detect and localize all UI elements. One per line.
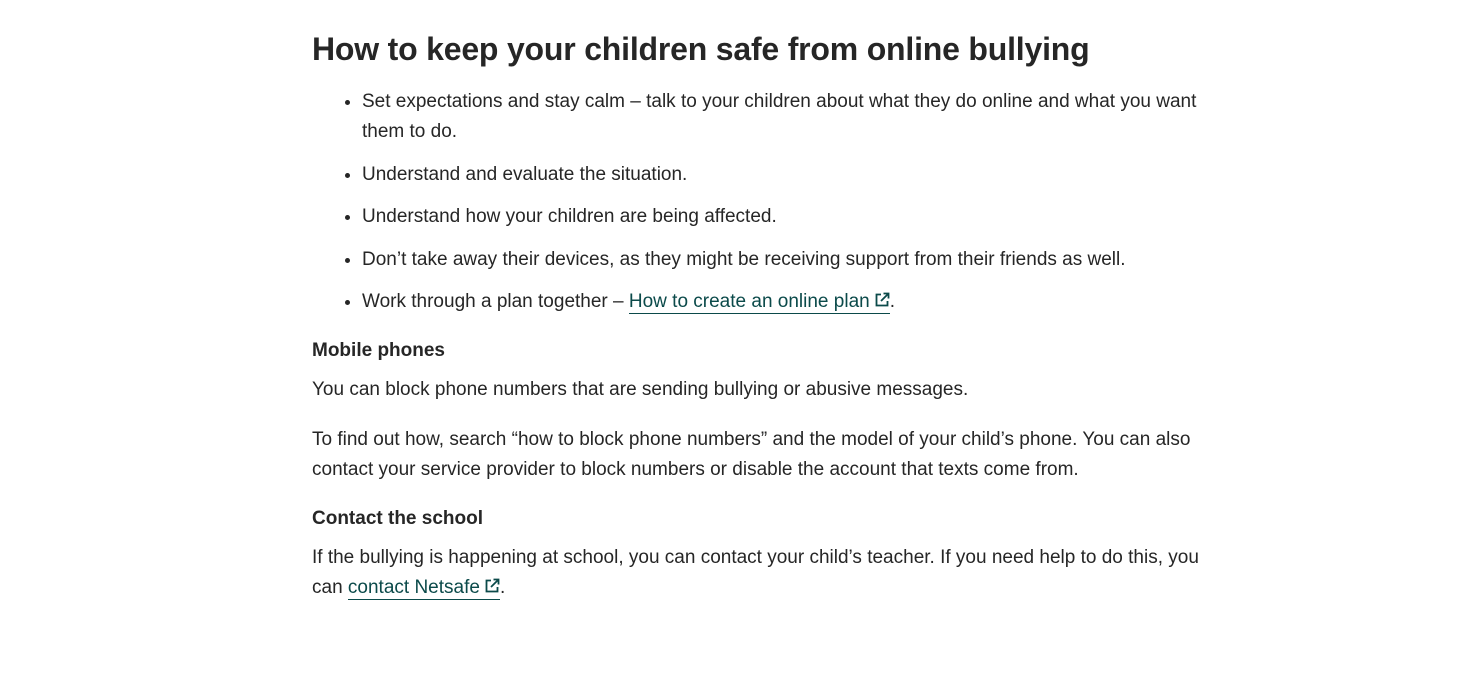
contact-netsafe-link-label: contact Netsafe [347,577,480,598]
mobile-phones-paragraph-1: You can block phone numbers that are sending bullying or abusive messages. [312,379,969,400]
list-item [362,87,1222,147]
contact-school-text: If the bullying is happening at school, you can contact your child’s teacher. If you need help to do this, you can [312,547,1199,598]
external-link-icon [484,578,500,594]
tip-text: Don’t take away their devices, as they might be receiving support from their friends as well. [362,248,1126,270]
tip-text-end: . [889,291,895,312]
mobile-phones-heading: Mobile phones [312,340,445,361]
tip-text: Understand and evaluate the situation. [362,163,688,185]
contact-netsafe-link[interactable] [348,577,500,600]
list-item [362,287,1222,317]
online-plan-link[interactable] [629,291,890,314]
tip-text: Set expectations and stay calm – talk to your children about what they do online and what you want them to do. [362,91,1197,142]
list-item [362,245,1222,275]
list-item [362,160,1222,190]
mobile-phones-paragraph-2: To find out how, search “how to block phone numbers” and the model of your child’s phone. You can also contact your service provider to block numbers or disable the account that texts come from. [312,429,1191,480]
tip-text: Work through a plan together – [362,291,629,312]
contact-school-text-end: . [499,577,506,598]
article-content [312,28,1222,603]
contact-school-paragraph [312,543,1222,603]
list-item [362,202,1222,232]
external-link-icon [874,292,890,308]
online-plan-link-label: How to create an online plan [628,291,870,312]
tips-list [312,87,1222,317]
page-title: How to keep your children safe from online bullying [312,31,1090,67]
tip-text: Understand how your children are being affected. [362,206,777,227]
contact-school-heading: Contact the school [312,508,484,529]
